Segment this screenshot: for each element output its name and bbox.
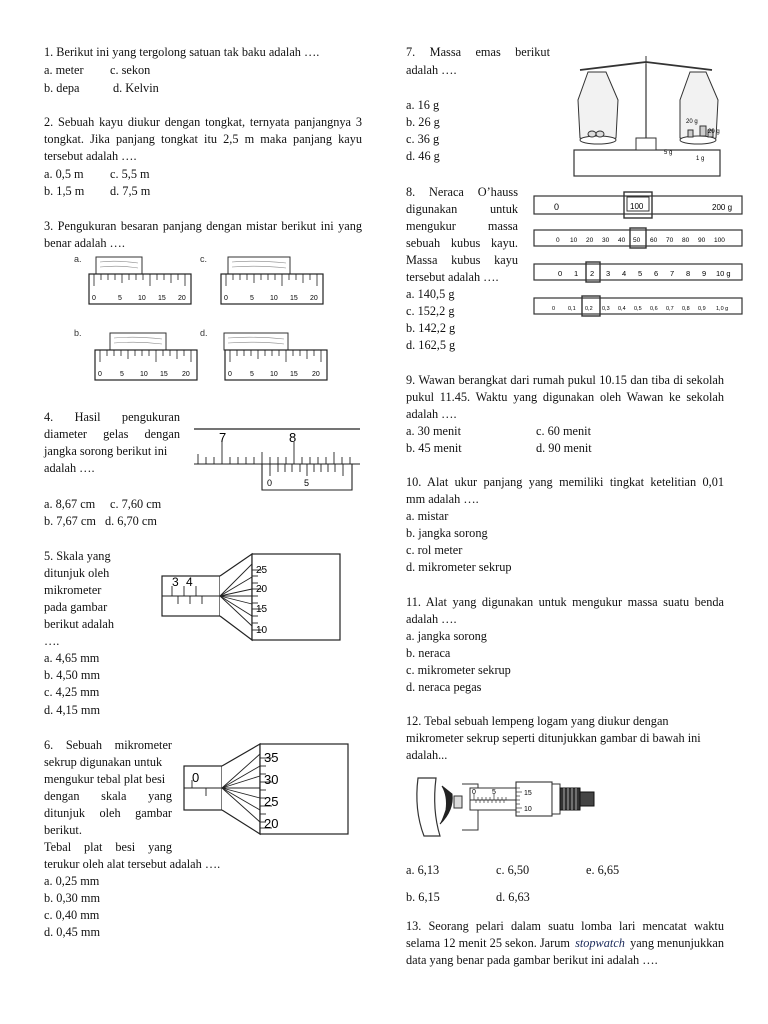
q10-option-c: c. rol meter (406, 543, 463, 557)
q12-option-c: c. 6,50 (496, 863, 530, 877)
q6-option-d: d. 0,45 mm (44, 925, 101, 939)
beam2-label-70: 70 (666, 237, 674, 244)
beam4-label-0-1: 0,1 (568, 306, 576, 312)
ruler-a-tick-0: 0 (92, 295, 96, 302)
ruler-c-tick-0: 0 (224, 295, 228, 302)
q6-line-6: berikut. (44, 823, 82, 837)
beam3-label-7: 7 (670, 269, 675, 278)
beam3-label-2: 2 (590, 269, 595, 278)
weight-label-5g: 5 g (664, 150, 673, 156)
micrometer-figure-q12 (412, 770, 610, 842)
q7-option-d: d. 46 g (406, 149, 440, 163)
q12-option-a: a. 6,13 (406, 863, 440, 877)
q5-option-c: c. 4,25 mm (44, 685, 100, 699)
q2-line-2: tongkat. Jika panjang tongkat itu 2,5 m maka panjang kayu (44, 132, 362, 146)
vernier-main-7: 7 (219, 430, 227, 445)
beam1-label-100: 100 (630, 202, 644, 211)
q3-figure-label-c: c. (200, 254, 208, 264)
beam4-label-1-0: 1,0 g (716, 306, 729, 312)
beam2-label-100: 100 (714, 237, 725, 244)
weight-label-20g-a: 20 g (686, 119, 698, 125)
ruler-a-tick-20: 20 (178, 295, 186, 302)
q6-option-b: b. 0,30 mm (44, 891, 101, 905)
ruler-c-tick-15: 15 (290, 295, 298, 302)
q12-thimble-15: 15 (524, 790, 532, 797)
q8-option-d: d. 162,5 g (406, 338, 456, 352)
q12-option-d: d. 6,63 (496, 890, 530, 904)
q6-sleeve-0: 0 (192, 770, 200, 785)
beam4-label-0-3: 0,3 (602, 306, 610, 312)
beam4-label-0-2: 0,2 (585, 306, 593, 312)
q11-option-b: b. neraca (406, 646, 451, 660)
vernier-caliper-figure (192, 424, 364, 494)
q8-line-5: Massa kubus kayu (406, 253, 518, 267)
beam3-label-0: 0 (558, 269, 563, 278)
q7-option-a: a. 16 g (406, 98, 440, 112)
q5-line-1: 5. Skala yang (44, 549, 111, 563)
beam4-label-0-5: 0,5 (634, 306, 642, 312)
q13-line-1: 13. Seorang pelari dalam suatu lomba lari mencatat waktu (406, 919, 724, 933)
ruler-b-tick-20: 20 (182, 371, 190, 378)
q11-option-c: c. mikrometer sekrup (406, 663, 511, 677)
beam4-label-0-8: 0,8 (682, 306, 690, 312)
beam3-label-3: 3 (606, 269, 611, 278)
balance-scale-figure (560, 44, 735, 184)
q5-option-b: b. 4,50 mm (44, 668, 101, 682)
q12-option-b: b. 6,15 (406, 890, 440, 904)
beam4-label-0-7: 0,7 (666, 306, 674, 312)
beam4-label-0-9: 0,9 (698, 306, 706, 312)
q11-line-2: adalah …. (406, 612, 457, 626)
q5-sleeve-3: 3 (172, 575, 179, 589)
vernier-scale-5: 5 (304, 478, 310, 488)
q13-line-2-post: yang menunjukkan (627, 936, 724, 950)
q1-option-b: b. depa (44, 81, 80, 95)
q8-line-3: mengukur massa (406, 219, 518, 233)
q4-option-d: d. 6,70 cm (105, 514, 157, 528)
q6-line-4: dengan skala yang (44, 789, 172, 803)
q12-line-1: 12. Tebal sebuah lempeng logam yang diukur dengan (406, 714, 669, 728)
ruler-b-tick-15: 15 (160, 371, 168, 378)
q6-line-7: Tebal plat besi yang (44, 840, 172, 854)
ruler-c-tick-5: 5 (250, 295, 254, 302)
q4-line-3: jangka sorong berikut ini (44, 444, 168, 458)
q3-line-1: 3. Pengukuran besaran panjang dengan mistar berikut ini yang (44, 219, 362, 233)
weight-label-1g: 1 g (696, 156, 705, 162)
beam2-label-50: 50 (633, 237, 641, 244)
ruler-d-tick-15: 15 (290, 371, 298, 378)
beam3-label-4: 4 (622, 269, 627, 278)
q5-thimble-10: 10 (256, 625, 268, 636)
q6-line-8: terukur oleh alat tersebut adalah …. (44, 857, 221, 871)
beam4-label-0-4: 0,4 (618, 306, 626, 312)
q5-thimble-25: 25 (256, 565, 268, 576)
q2-option-d: d. 7,5 m (110, 184, 151, 198)
q6-line-2: sekrup digunakan untuk (44, 755, 163, 769)
q5-option-a: a. 4,65 mm (44, 651, 100, 665)
q6-option-c: c. 0,40 mm (44, 908, 100, 922)
q9-option-d: d. 90 menit (536, 441, 592, 455)
vernier-main-8: 8 (289, 430, 297, 445)
q12-thimble-10: 10 (524, 806, 532, 813)
q9-line-1: 9. Wawan berangkat dari rumah pukul 10.15 dan tiba di sekolah (406, 373, 724, 387)
q5-line-4: pada gambar (44, 600, 108, 614)
q8-option-b: b. 142,2 g (406, 321, 456, 335)
q10-option-a: a. mistar (406, 509, 449, 523)
q1-stem: 1. Berikut ini yang tergolong satuan tak baku adalah …. (44, 45, 320, 59)
q4-line-4: adalah …. (44, 461, 95, 475)
beam3-label-9: 9 (702, 269, 707, 278)
vernier-scale-0: 0 (267, 478, 273, 488)
q5-line-6: …. (44, 634, 60, 648)
q5-line-2: ditunjuk oleh (44, 566, 110, 580)
beam1-label-200: 200 g (712, 203, 733, 212)
micrometer-figure-q5 (158, 546, 350, 648)
q7-line-1: 7. Massa emas berikut (406, 45, 550, 59)
q4-option-a: a. 8,67 cm (44, 497, 96, 511)
q3-figure-label-a: a. (74, 254, 82, 264)
q8-line-1: 8. Neraca O’hauss (406, 185, 518, 199)
q10-option-d: d. mikrometer sekrup (406, 560, 512, 574)
beam2-label-80: 80 (682, 237, 690, 244)
q2-option-b: b. 1,5 m (44, 184, 85, 198)
ruler-figure-d (218, 328, 332, 386)
q10-option-b: b. jangka sorong (406, 526, 488, 540)
q7-option-c: c. 36 g (406, 132, 440, 146)
q3-figure-label-d: d. (200, 328, 208, 338)
q6-thimble-35: 35 (264, 750, 279, 765)
q6-line-3: mengukur tebal plat besi (44, 772, 166, 786)
q4-line-2: diameter gelas dengan (44, 427, 180, 441)
q9-line-2: pukul 11.45. Waktu yang digunakan oleh Wawan ke sekolah (406, 390, 724, 404)
beam2-label-40: 40 (618, 237, 626, 244)
beam3-label-10: 10 g (716, 269, 731, 278)
q13-line-2 (406, 935, 724, 952)
beam2-label-60: 60 (650, 237, 658, 244)
ruler-figure-a (82, 252, 196, 310)
ruler-d-tick-0: 0 (228, 371, 232, 378)
q6-line-5: ditunjuk oleh gambar (44, 806, 172, 820)
beam3-label-8: 8 (686, 269, 691, 278)
q5-option-d: d. 4,15 mm (44, 703, 101, 717)
q2-line-1: 2. Sebuah kayu diukur dengan tongkat, ternyata panjangnya 3 (44, 115, 362, 129)
q9-option-b: b. 45 menit (406, 441, 462, 455)
q12-sleeve-5: 5 (492, 789, 496, 796)
ruler-a-tick-5: 5 (118, 295, 122, 302)
q6-thimble-30: 30 (264, 772, 279, 787)
beam2-label-30: 30 (602, 237, 610, 244)
ruler-d-tick-10: 10 (270, 371, 278, 378)
ruler-b-tick-5: 5 (120, 371, 124, 378)
beam2-label-0: 0 (556, 237, 560, 244)
beam3-label-1: 1 (574, 269, 579, 278)
q5-line-5: berikut adalah (44, 617, 114, 631)
q13-stopwatch-term: stopwatch (575, 936, 625, 950)
q8-line-2: digunakan untuk (406, 202, 518, 216)
q7-line-2: adalah …. (406, 63, 457, 77)
q11-line-1: 11. Alat yang digunakan untuk mengukur massa suatu benda (406, 595, 724, 609)
beam3-label-5: 5 (638, 269, 643, 278)
beam4-label-0-6: 0,6 (650, 306, 658, 312)
q7-option-b: b. 26 g (406, 115, 440, 129)
q4-option-b: b. 7,67 cm (44, 514, 96, 528)
q2-option-c: c. 5,5 m (110, 167, 150, 181)
ruler-a-tick-15: 15 (158, 295, 166, 302)
q1-option-a: a. meter (44, 63, 84, 77)
q9-option-c: c. 60 menit (536, 424, 591, 438)
q9-line-3: adalah …. (406, 407, 457, 421)
ruler-c-tick-10: 10 (270, 295, 278, 302)
q8-option-c: c. 152,2 g (406, 304, 455, 318)
ruler-c-tick-20: 20 (310, 295, 318, 302)
beam2-label-90: 90 (698, 237, 706, 244)
q10-line-1: 10. Alat ukur panjang yang memiliki tingkat ketelitian 0,01 (406, 475, 724, 489)
q4-line-1: 4. Hasil pengukuran (44, 410, 180, 424)
ruler-a-tick-10: 10 (138, 295, 146, 302)
q11-option-a: a. jangka sorong (406, 629, 487, 643)
q12-option-e: e. 6,65 (586, 863, 620, 877)
beam2-label-10: 10 (570, 237, 578, 244)
beam3-label-6: 6 (654, 269, 659, 278)
q13-line-3: data yang benar pada gambar berikut ini adalah …. (406, 953, 658, 967)
q8-line-6: tersebut adalah …. (406, 270, 499, 284)
q8-option-a: a. 140,5 g (406, 287, 455, 301)
ruler-d-tick-5: 5 (250, 371, 254, 378)
weight-label-20g-b: 20 g (708, 129, 720, 135)
q13-line-2-pre: selama 12 menit 25 sekon. Jarum (406, 936, 573, 950)
ruler-b-tick-0: 0 (98, 371, 102, 378)
q6-option-a: a. 0,25 mm (44, 874, 100, 888)
q1-option-d: d. Kelvin (113, 81, 159, 95)
q11-option-d: d. neraca pegas (406, 680, 482, 694)
q5-thimble-20: 20 (256, 584, 268, 595)
ohaus-balance-figure (530, 190, 748, 324)
beam1-label-0: 0 (554, 202, 560, 212)
q3-line-2: benar adalah …. (44, 236, 125, 250)
ruler-figure-b (88, 328, 202, 386)
q5-sleeve-4: 4 (186, 575, 193, 589)
q12-sleeve-0: 0 (472, 789, 476, 796)
q2-option-a: a. 0,5 m (44, 167, 84, 181)
ruler-figure-c (214, 252, 328, 310)
q4-option-c: c. 7,60 cm (110, 497, 162, 511)
q6-line-1: 6. Sebuah mikrometer (44, 738, 172, 752)
beam2-label-20: 20 (586, 237, 594, 244)
q1-option-c: c. sekon (110, 63, 151, 77)
beam4-label-0: 0 (552, 306, 556, 312)
q5-thimble-15: 15 (256, 604, 268, 615)
q6-thimble-25: 25 (264, 794, 279, 809)
q12-line-3: adalah... (406, 748, 448, 762)
q6-thimble-20: 20 (264, 816, 279, 831)
q10-line-2: mm adalah …. (406, 492, 479, 506)
ruler-d-tick-20: 20 (312, 371, 320, 378)
ruler-b-tick-10: 10 (140, 371, 148, 378)
q2-line-3: tersebut adalah …. (44, 149, 137, 163)
micrometer-figure-q6 (180, 738, 355, 842)
q8-line-4: sebuah kubus kayu. (406, 236, 518, 250)
q3-figure-label-b: b. (74, 328, 82, 338)
q12-line-2: mikrometer sekrup seperti ditunjukkan gambar di bawah ini (406, 731, 701, 745)
q9-option-a: a. 30 menit (406, 424, 461, 438)
q5-line-3: mikrometer (44, 583, 102, 597)
